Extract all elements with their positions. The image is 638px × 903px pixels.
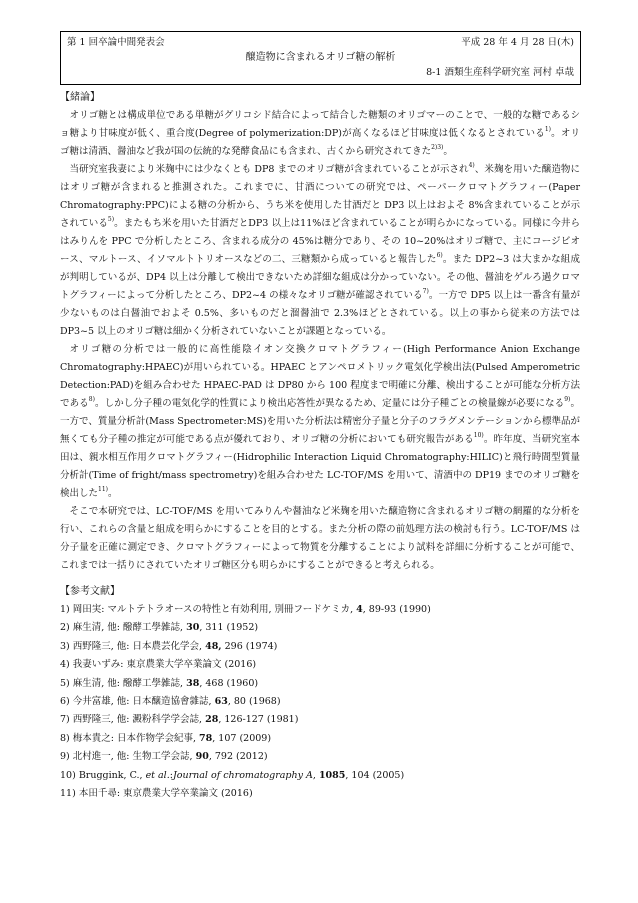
intro-heading: 【緒論】: [60, 92, 100, 103]
citation: 7): [422, 288, 429, 295]
intro-paragraph-2: 当研究室我妻により米麹中には少なくとも DP8 までのオリゴ糖が含まれていることが示され$^{4)}$、米麹を用いた醸造物にはオリゴ糖が含まれると推測された。これまでに、甘酒についての研究では、ペーパークロマトグラフィー(Paper Chromatography:PPC)による糖の分析から、うち米を使用した甘酒だと DP3 以上はおよそ 8%含まれていることが示されている$^{5)}$。またもち米を用いた甘酒だとDP3 以上は11%ほど含まれていることが明らかになっている。同様に今井らはみりんを PPC で分析したところ、含まれる成分の 45%は糖分であり、その 10~20%はオリゴ糖で、主にコージビオース、マルトース、イソマルトトリオースなどの二、三糖類から成っていると報告した$^{6)}$。また DP2~3 は大まかな組成が判明しているが、DP4 以上は分離して検出できないため詳細な組成は分かっていない。その他、醤油をゲルろ過クロマトグラフィーによって分析したところ、DP2~4 の様々なオリゴ糖が確認されている$^{7)}$。一方で DP5 以上は一番含有量が少ないものは白醤油でおよそ 0.5%、多いものだと溜醤油で 2.3%ほどとされている。以上の事から従来の方法では DP3~5 以上のオリゴ糖は細かく分析されていないことが課題となっている。: [60, 162, 580, 337]
citation: 6): [436, 252, 443, 259]
document-page: [60, 31, 580, 803]
intro-paragraph-3: オリゴ糖の分析では一般的に高性能陰イオン交換クロマトグラフィー(High Performance Anion Exchange Chromatography:HPAEC)が用いられている。HPAEC とアンペロメトリック電気化学検出法(Pulsed Amperometric Detection:PAD)を組み合わせた HPAEC-PAD は DP80 から 100 程度まで明確に分離、検出することが可能な分析方法である$^{8)}$。しかし分子種の電気化学的性質により検出応答性が異なるため、定量には分子種ごとの検量線が必要になる$^{9)}$。一方で、質量分析計(Mass Spectrometer:MS)を用いた分析法は精密分子量と分子のフラグメンテーションから標準品が無くても分子種の推定が可能である点が優れており、オリゴ糖の分析においても研究報告がある$^{10)}$。昨年度、当研究室本田は、親水相互作用クロマトグラフィー(Hidrophilic Interaction Liquid Chromatography:HILIC)と飛行時間型質量分析計(Time of fright/mass spectrometry)を組み合わせた LC-TOF/MS を用いて、清酒中の DP19 までのオリゴ糖を検出した$^{11)}$。: [60, 344, 580, 499]
document-title: 醸造物に含まれるオリゴ糖の解析: [245, 52, 396, 63]
reference-item: 3) 西野隆三, 他: 日本農芸化学会, 48, 296 (1974): [60, 640, 278, 652]
citation: 1): [544, 126, 552, 133]
citation: 10): [473, 432, 484, 439]
intro-paragraph-4: そこで本研究では、LC-TOF/MS を用いてみりんや醤油など米麹を用いた醸造物に含まれるオリゴ糖の網羅的な分析を行い、これらの含量と組成を明らかにすることを目的とする。また分析の際の前処理方法の検討も行う。LC-TOF/MS は分子量を正確に測定でき、クロマトグラフィーによって物質を分離することにより試料を詳細に分析することが可能で、これまでは一括りにされていたオリゴ糖区分も明らかにすることができると考えられる。: [60, 506, 580, 571]
reference-item: 5) 麻生清, 他: 醱酵工學雑誌, 38, 468 (1960): [60, 677, 259, 689]
author-affiliation: 8-1 酒類生産科学研究室 河村 卓哉: [426, 67, 574, 78]
citation: 8): [88, 396, 95, 403]
event-name: 第 1 回卒論中間発表会: [67, 37, 165, 48]
citation: 9): [564, 396, 571, 403]
citation: 11): [98, 486, 108, 493]
citation: 4): [468, 162, 475, 169]
reference-item: 6) 今井富雄, 他: 日本醸造協會雜誌, 63, 80 (1968): [60, 696, 281, 708]
event-date: 平成 28 年 4 月 28 日(木): [461, 37, 574, 48]
reference-item: 4) 我妻いずみ: 東京農業大学卒業論文 (2016): [60, 659, 257, 671]
citation: 5): [107, 216, 115, 223]
reference-item: 1) 岡田実: マルトテトラオースの特性と有効利用, 別冊フードケミカ, 4, 89-93 (1990): [60, 604, 431, 615]
header-box: [60, 31, 581, 85]
reference-item: 2) 麻生清, 他: 醱酵工學雑誌, 30, 311 (1952): [60, 622, 259, 634]
intro-paragraph-1: オリゴ糖とは構成単位である単糖がグリコシド結合によって結合した糖類のオリゴマーのことで、一般的な糖であるショ糖より甘味度が低く、重合度(Degree of polymerization:DP)が高くなるほど甘味度は低くなるとされている$^{1)}$。オリゴ糖は清酒、醤油など我が国の伝統的な発酵食品にも含まれ、古くから研究されてきた$^{2)3)}$。: [60, 110, 580, 157]
citation: 2)3): [431, 144, 444, 151]
reference-item: 11) 本田千尋: 東京農業大学卒業論文 (2016): [60, 788, 253, 800]
reference-item: 9) 北村進一, 他: 生物工学会誌, 90, 792 (2012): [60, 751, 268, 763]
reference-item: 8) 梅本貴之: 日本作物学会紀事, 78, 107 (2009): [60, 732, 272, 744]
references-heading: 【参考文献】: [60, 586, 120, 597]
references-list: [60, 601, 580, 803]
reference-item: 10) Bruggink, C., et al.:Journal of chromatography A, 1085, 104 (2005): [60, 769, 405, 781]
reference-item: 7) 西野隆三, 他: 澱粉科学学会誌, 28, 126-127 (1981): [60, 714, 299, 726]
